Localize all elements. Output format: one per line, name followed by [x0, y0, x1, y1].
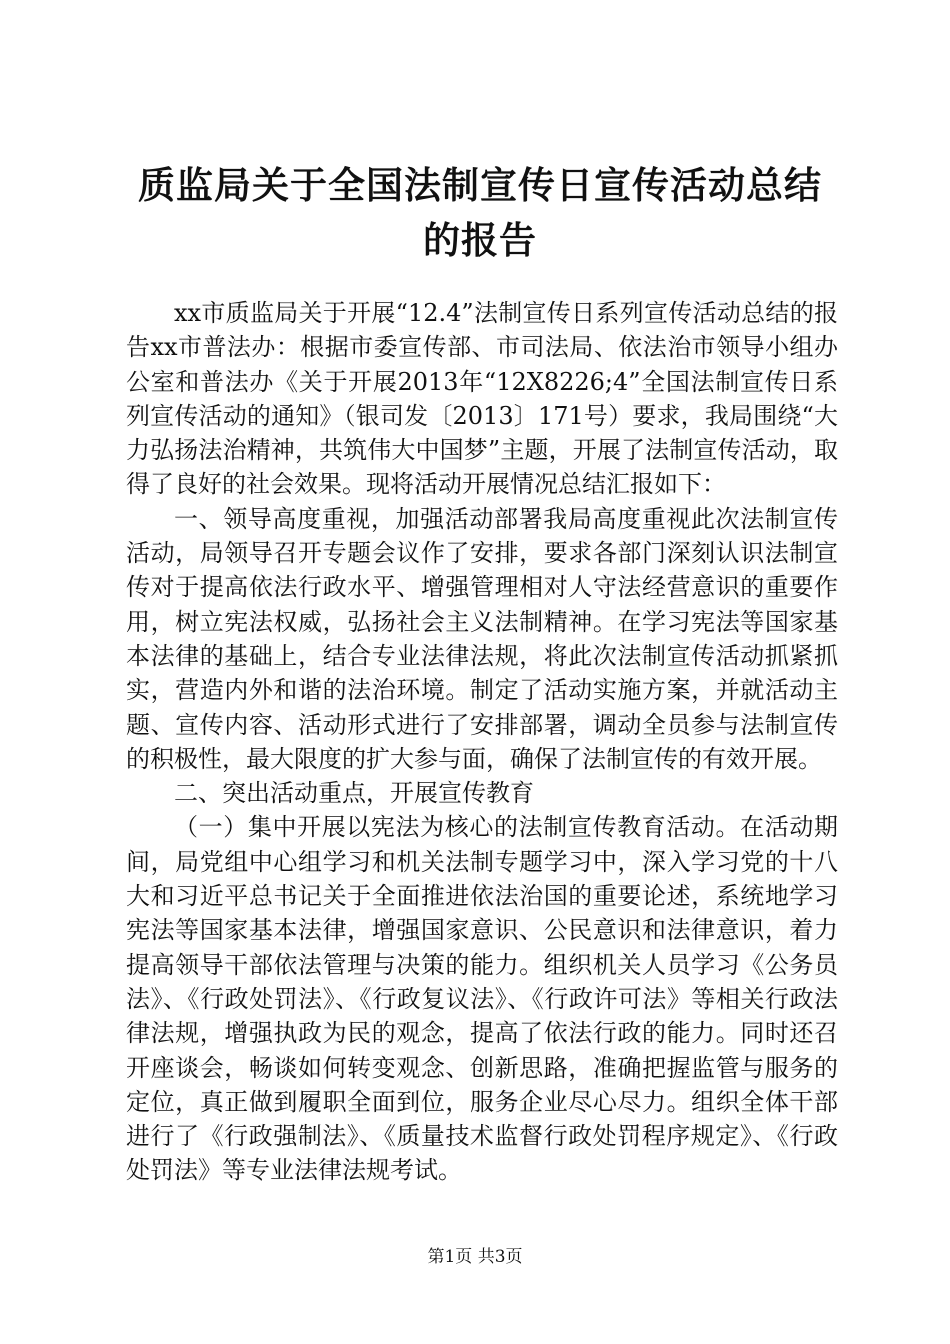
document-title: 质监局关于全国法制宣传日宣传活动总结的报告 — [138, 163, 822, 262]
intro-paragraph: xx市质监局关于开展“12.4”法制宣传日系列宣传活动总结的报告xx市普法办：根据市委宣传部、市司法局、依法治市领导小组办公室和普法办《关于开展2013年“12X8226;4”全国法制宣传日系列宣传活动的通知》（银司发〔2013〕171号）要求，我局围绕“大力弘扬法治精神，共筑伟大中国梦”主题，开展了法制宣传活动，取得了良好的社会效果。现将活动开展情况总结汇报如下： — [126, 299, 838, 499]
section-one-paragraph: 一、领导高度重视，加强活动部署我局高度重视此次法制宣传活动，局领导召开专题会议作了安排，要求各部门深刻认识法制宣传对于提高依法行政水平、增强管理相对人守法经营意识的重要作用，树立宪法权威，弘扬社会主义法制精神。在学习宪法等国家基本法律的基础上，结合专业法律法规，将此次法制宣传活动抓紧抓实，营造内外和谐的法治环境。制定了活动实施方案，并就活动主题、宣传内容、活动形式进行了安排部署，调动全员参与法制宣传的积极性，最大限度的扩大参与面，确保了法制宣传的有效开展。 — [126, 504, 838, 773]
subsection-one-paragraph: （一）集中开展以宪法为核心的法制宣传教育活动。在活动期间，局党组中心组学习和机关法制专题学习中，深入学习党的十八大和习近平总书记关于全面推进依法治国的重要论述，系统地学习宪法等国家基本法律，增强国家意识、公民意识和法律意识，着力提高领导干部依法管理与决策的能力。组织机关人员学习《公务员法》、《行政处罚法》、《行政复议法》、《行政许可法》等相关行政法律法规，增强执政为民的观念，提高了依法行政的能力。同时还召开座谈会，畅谈如何转变观念、创新思路，准确把握监管与服务的定位，真正做到履职全面到位，服务企业尽心尽力。组织全体干部进行了《行政强制法》、《质量技术监督行政处罚程序规定》、《行政处罚法》等专业法律法规考试。 — [126, 813, 838, 1185]
document-body — [126, 296, 838, 1188]
page-number-footer: 第1页 共3页 — [427, 1247, 523, 1267]
section-two-heading: 二、突出活动重点，开展宣传教育 — [174, 779, 534, 808]
